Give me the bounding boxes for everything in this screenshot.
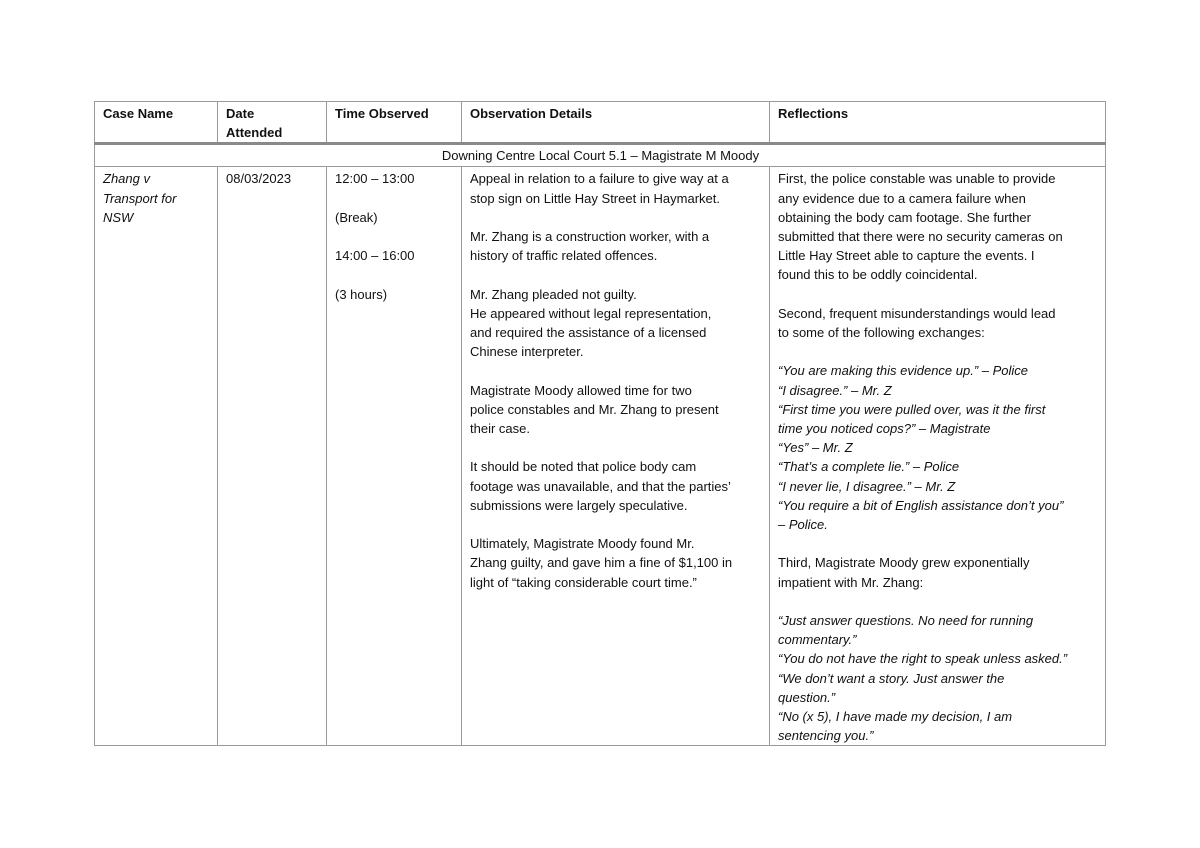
reflection-line: Little Hay Street able to capture the events. I	[778, 248, 1035, 264]
observation-line: stop sign on Little Hay Street in Haymarket.	[470, 190, 721, 206]
observation-line: Zhang guilty, and gave him a fine of $1,100 in	[470, 555, 733, 571]
reflection-quote: – Police.	[778, 517, 828, 533]
header-case-name: Case Name	[95, 102, 218, 144]
case-name-line: NSW	[103, 209, 134, 225]
time-total: (3 hours)	[335, 286, 388, 302]
time-session-1: 12:00 – 13:00	[335, 171, 415, 187]
reflection-quote: “That’s a complete lie.” – Police	[778, 459, 960, 475]
reflection-quote: question.”	[778, 689, 836, 705]
observation-line: Magistrate Moody allowed time for two	[470, 382, 692, 398]
observation-line: It should be noted that police body cam	[470, 459, 697, 475]
reflection-quote: “Yes” – Mr. Z	[778, 440, 853, 456]
court-observation-table	[94, 101, 1106, 746]
case-row	[95, 167, 1106, 746]
reflections-cell	[770, 167, 1106, 746]
case-name-line: Zhang v	[103, 171, 150, 187]
reflection-line: submitted that there were no security cameras on	[778, 229, 1063, 245]
reflection-quote: “We don’t want a story. Just answer the	[778, 670, 1005, 686]
observation-line: their case.	[470, 421, 530, 436]
court-heading: Downing Centre Local Court 5.1 – Magistrate M Moody	[95, 144, 1106, 167]
date-attended-value: 08/03/2023	[226, 171, 292, 187]
reflection-quote: “You are making this evidence up.” – Police	[778, 363, 1029, 379]
header-date-line2: Attended	[226, 125, 283, 141]
observation-line: Chinese interpreter.	[470, 344, 584, 360]
observation-line: light of “taking considerable court time.”	[470, 574, 697, 590]
observation-cell	[462, 167, 770, 746]
reflection-line: found this to be oddly coincidental.	[778, 267, 978, 283]
header-date-attended	[218, 102, 327, 144]
header-observation-details: Observation Details	[462, 102, 770, 144]
reflection-line: any evidence due to a camera failure when	[778, 190, 1026, 206]
time-cell	[327, 167, 462, 746]
reflection-quote: commentary.”	[778, 632, 857, 648]
observation-line: footage was unavailable, and that the parties’	[470, 478, 731, 494]
reflection-line: First, the police constable was unable to provide	[778, 171, 1056, 187]
reflection-quote: “I disagree.” – Mr. Z	[778, 382, 892, 398]
observation-line: Mr. Zhang pleaded not guilty.	[470, 286, 637, 302]
header-time-observed: Time Observed	[327, 102, 462, 144]
reflection-quote: “Just answer questions. No need for running	[778, 613, 1034, 629]
time-session-2: 14:00 – 16:00	[335, 248, 415, 264]
reflection-line: impatient with Mr. Zhang:	[778, 574, 924, 590]
observation-line: Appeal in relation to a failure to give way at a	[470, 171, 729, 187]
time-break: (Break)	[335, 209, 378, 225]
reflection-line: Third, Magistrate Moody grew exponentially	[778, 555, 1030, 571]
reflection-line: Second, frequent misunderstandings would lead	[778, 305, 1056, 321]
reflection-quote: “You do not have the right to speak unless asked.”	[778, 651, 1068, 667]
reflection-quote: time you noticed cops?” – Magistrate	[778, 421, 991, 437]
observation-line: history of traffic related offences.	[470, 248, 658, 264]
date-cell	[218, 167, 327, 746]
reflection-quote: “You require a bit of English assistance don’t you”	[778, 497, 1064, 513]
observation-line: and required the assistance of a licensed	[470, 325, 707, 340]
case-name-cell	[95, 167, 218, 746]
reflection-line: obtaining the body cam footage. She further	[778, 209, 1031, 225]
observation-line: He appeared without legal representation,	[470, 305, 712, 321]
observation-line: Ultimately, Magistrate Moody found Mr.	[470, 536, 695, 552]
observation-line: police constables and Mr. Zhang to present	[470, 401, 719, 417]
case-name-line: Transport for	[103, 190, 177, 206]
reflection-quote: “First time you were pulled over, was it the first	[778, 401, 1046, 417]
reflection-quote: “No (x 5), I have made my decision, I am	[778, 709, 1013, 725]
header-row	[95, 102, 1106, 144]
observation-line: Mr. Zhang is a construction worker, with a	[470, 229, 710, 244]
reflection-line: to some of the following exchanges:	[778, 325, 985, 341]
reflection-quote: “I never lie, I disagree.” – Mr. Z	[778, 478, 956, 494]
court-heading-row	[95, 144, 1106, 167]
reflection-quote: sentencing you.”	[778, 728, 874, 744]
header-reflections: Reflections	[770, 102, 1106, 144]
header-date-line1: Date	[226, 106, 255, 121]
observation-line: submissions were largely speculative.	[470, 497, 688, 513]
